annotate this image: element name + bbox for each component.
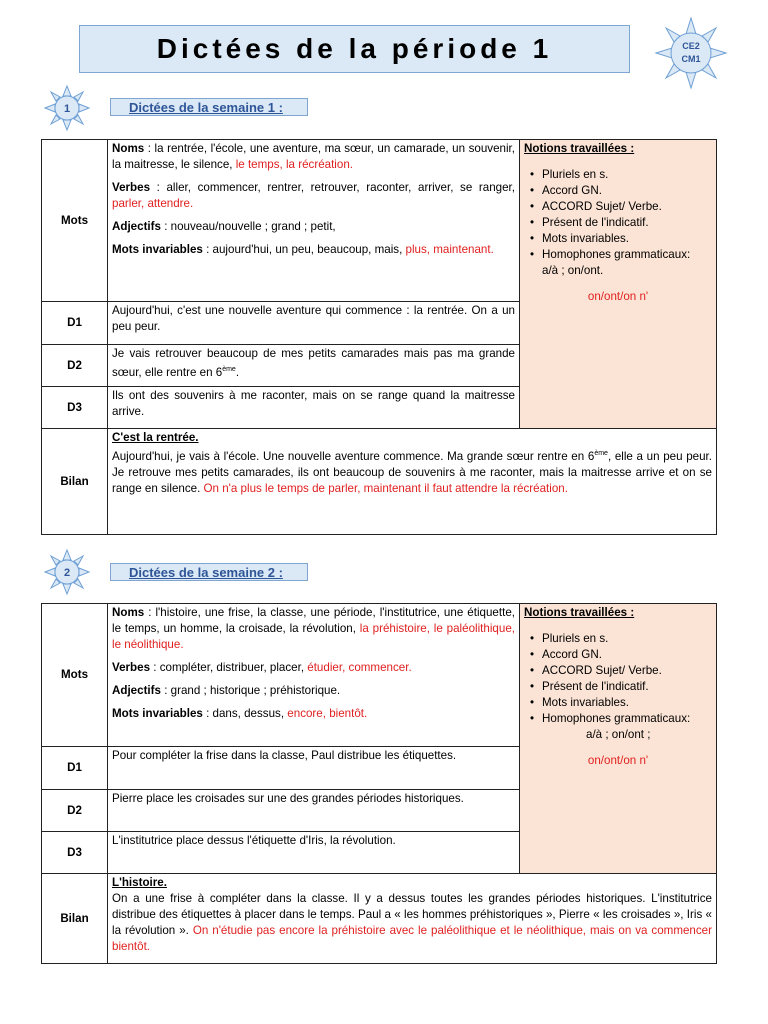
verbes-label: Verbes (112, 661, 151, 674)
noms-red: la préhistoire, le paléolithique, le néolithique. (112, 622, 515, 651)
d2-text: Pierre place les croisades sur une des grandes périodes historiques. (108, 790, 520, 832)
d1-text: Aujourd'hui, c'est une nouvelle aventure qui commence : la rentrée. On a un peu peur. (108, 302, 520, 345)
invariables-red: plus, maintenant. (405, 243, 494, 256)
adjectifs-text: : nouveau/nouvelle ; grand ; petit, (160, 220, 336, 233)
page-title-box (79, 25, 630, 73)
bilan-title: L'histoire. (112, 876, 167, 889)
row-label: D3 (42, 387, 108, 429)
homophones-text: a/à ; on/ont. (542, 264, 604, 277)
invariables-red: encore, bientôt. (287, 707, 368, 720)
on-note: on/ont/on n' (587, 290, 649, 303)
list-item: • ACCORD Sujet/ Verbe. (542, 199, 712, 215)
verbes-text: : aller, commencer, rentrer, retrouver, raconter, arriver, se ranger, (150, 181, 515, 194)
row-label: D2 (42, 345, 108, 387)
sun-number-icon (44, 85, 90, 131)
table-row (42, 874, 717, 964)
noms-text: : la rentrée, l'école, une aventure, ma sœur, un camarade, un souvenir, la maitresse, le silence, (112, 142, 515, 171)
invariables-label: Mots invariables (112, 707, 203, 720)
row-label: D3 (42, 832, 108, 874)
row-label: D1 (42, 302, 108, 345)
sun-badge-icon (654, 16, 728, 90)
badge-line2: CM1 (681, 54, 701, 64)
list-item: • Accord GN. (542, 647, 712, 663)
row-label: Mots (42, 604, 108, 747)
notions-cell (520, 604, 717, 874)
invariables-text: : dans, dessus, (202, 707, 288, 720)
list-item: • Accord GN. (542, 183, 712, 199)
invariables-label: Mots invariables (112, 243, 203, 256)
week-2-heading: Dictées de la semaine 2 : (110, 563, 308, 581)
adjectifs-label: Adjectifs (112, 220, 161, 233)
homophones-text: a/à ; on/ont ; (586, 728, 651, 741)
table-row (42, 604, 717, 747)
d1-text: Pour compléter la frise dans la classe, Paul distribue les étiquettes. (108, 747, 520, 790)
d3-text: Ils ont des souvenirs à me raconter, mais on se range quand la maitresse arrive. (108, 387, 520, 429)
notions-title: Notions travaillées : (524, 142, 635, 155)
week-2-table (41, 603, 717, 964)
list-item: • Homophones grammaticaux: (542, 711, 712, 727)
notions-cell (520, 140, 717, 429)
week-2-number-badge (44, 549, 90, 595)
adjectifs-text: : grand ; historique ; préhistorique. (160, 684, 341, 697)
page-title: Dictées de la période 1 (156, 33, 553, 64)
week-number: 2 (63, 567, 71, 579)
week-1-table (41, 139, 717, 535)
invariables-text: : aujourd'hui, un peu, beaucoup, mais, (202, 243, 406, 256)
notions-list (524, 631, 712, 727)
bilan-title: C'est la rentrée. (112, 431, 199, 444)
row-label: Bilan (42, 429, 108, 535)
list-item: • Mots invariables. (542, 231, 712, 247)
noms-red: le temps, la récréation. (235, 158, 353, 171)
row-label: Mots (42, 140, 108, 302)
noms-label: Noms (112, 142, 145, 155)
list-item: • Présent de l'indicatif. (542, 679, 712, 695)
adjectifs-label: Adjectifs (112, 684, 161, 697)
week-number: 1 (63, 103, 71, 115)
table-row (42, 140, 717, 302)
bilan-cell: C'est la rentrée. Aujourd'hui, je vais à l'école. Une nouvelle aventure commence. Ma grande sœur rentre en 6ème, elle a un peu peur. Je retrouve mes petits camarades, ils ont beaucoup de souvenirs à me raconter, mais la maitresse arrive et on se range en silence. On n'a plus le temps de parler, maintenant il faut attendre la récréation. (108, 429, 717, 535)
mots-cell (108, 140, 520, 302)
noms-text: : l'histoire, une frise, la classe, une période, l'institutrice, une étiquette, le temps, un homme, la croisade, la révolution, (112, 606, 515, 635)
table-row (42, 429, 717, 535)
row-label: D2 (42, 790, 108, 832)
level-badge (654, 16, 728, 90)
list-item: • Pluriels en s. (542, 167, 712, 183)
noms-label: Noms (112, 606, 145, 619)
verbes-text: : compléter, distribuer, placer, (150, 661, 308, 674)
d3-text: L'institutrice place dessus l'étiquette d'Iris, la révolution. (108, 832, 520, 874)
row-label: D1 (42, 747, 108, 790)
week-1-number-badge (44, 85, 90, 131)
list-item: • Présent de l'indicatif. (542, 215, 712, 231)
verbes-red: parler, attendre. (112, 197, 194, 210)
d2-text: Je vais retrouver beaucoup de mes petits camarades mais pas ma grande sœur, elle rentre en 6ème. (108, 345, 520, 387)
row-label: Bilan (42, 874, 108, 964)
on-note: on/ont/on n' (587, 754, 649, 767)
week-1-heading: Dictées de la semaine 1 : (110, 98, 308, 116)
verbes-red: étudier, commencer. (307, 661, 412, 674)
list-item: • Pluriels en s. (542, 631, 712, 647)
notions-title: Notions travaillées : (524, 606, 635, 619)
sun-number-icon (44, 549, 90, 595)
list-item: • ACCORD Sujet/ Verbe. (542, 663, 712, 679)
list-item: • Mots invariables. (542, 695, 712, 711)
verbes-label: Verbes (112, 181, 151, 194)
bilan-cell: L'histoire. On a une frise à compléter dans la classe. Il y a dessus toutes les grandes périodes historiques. L'institutrice distribue des étiquettes à placer dans le temps. Paul a « les hommes préhistoriques », Pierre « les croisades », Iris « la révolution ». On n'étudie pas encore la préhistoire avec le paléolithique et le néolithique, mais on va commencer bientôt. (108, 874, 717, 964)
mots-cell (108, 604, 520, 747)
list-item: • Homophones grammaticaux: (542, 247, 712, 263)
notions-list (524, 167, 712, 263)
badge-line1: CE2 (682, 41, 700, 51)
